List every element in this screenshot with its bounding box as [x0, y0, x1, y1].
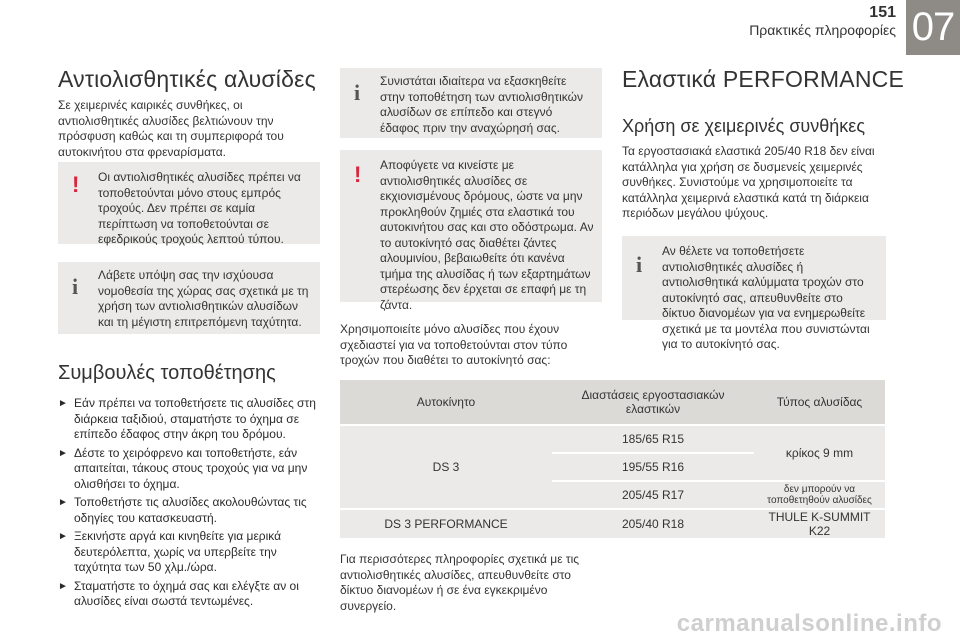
table-header: Αυτοκίνητο	[340, 380, 552, 425]
info-text: Αν θέλετε να τοποθετήσετε αντιολισθητικές αλυσίδες ή αντιολισθητικά καλύμματα τροχών στο αυτοκίνητό σας, απευθυνθείτε στο δίκτυο διανομέων για να ενημερωθείτε σχετικά με τα μοντέλα που συνιστώνται για το αυτοκίνητό σας.	[662, 244, 870, 351]
warning-text: Αποφύγετε να κινείστε με αντιολισθητικές αλυσίδες σε εκχιονισμένους δρόμους, ώστε να μην προκληθούν ζημιές στα ελαστικά του αυτοκινήτου σας και στο οδόστρωμα. Αν το αυτοκίνητό σας διαθέτει ζάντες αλουμινίου, βεβαιωθείτε ότι κανένα τμήμα της αλυσίδας ή των εξαρτημάτων στερέωσης δεν έρχεται σε επαφή με τη ζάντα.	[380, 158, 594, 312]
info-text: Λάβετε υπόψη σας την ισχύουσα νομοθεσία της χώρας σας σχετικά με τη χρήση των αντιολισθητικών αλυσίδων και τη μέγιστη επιτρεπόμενη ταχύτητα.	[98, 268, 309, 329]
table-cell-size: 185/65 R15	[552, 425, 754, 453]
list-item: ► Σταματήστε το όχημά σας και ελέγξτε αν οι αλυσίδες είναι σωστά τεντωμένες.	[58, 578, 299, 608]
arrow-bullet-icon: ►	[58, 580, 68, 592]
tips-title: Συμβουλές τοποθέτησης	[58, 362, 276, 384]
info-text: Συνιστάται ιδιαίτερα να εξασκηθείτε στην τοποθέτηση των αντιολισθητικών αλυσίδων σε επίπεδο και στεγνό έδαφος πριν την αναχώρησή σας.	[380, 74, 583, 135]
list-item: ► Εάν πρέπει να τοποθετήσετε τις αλυσίδες στη διάρκεια ταξιδιού, σταματήστε το όχημα σε επίπεδο έδαφος στην άκρη του δρόμου.	[58, 396, 316, 441]
table-header: Τύπος αλυσίδας	[754, 380, 885, 425]
warning-text: Οι αντιολισθητικές αλυσίδες πρέπει να τοποθετούνται μόνο στους εμπρός τροχούς. Δεν πρέπει σε καμία περίπτωση να τοποθετούνται σε εφεδρικούς τροχούς λεπτού τύπου.	[98, 170, 301, 246]
table-cell-car: DS 3	[340, 425, 552, 509]
info-box-performance	[622, 236, 886, 351]
list-item: ► Ξεκινήστε αργά και κινηθείτε για μερικά δευτερόλεπτα, χωρίς να υπερβείτε την ταχύτητα των 50 χλμ./ώρα.	[58, 529, 282, 574]
warning-icon: !	[72, 172, 80, 197]
table-cell-size: 205/40 R18	[552, 509, 754, 538]
table-cell-chain: κρίκος 9 mm	[754, 425, 885, 481]
table-cell-size: 195/55 R16	[552, 453, 754, 481]
watermark: carmanualsonline.info	[676, 610, 942, 637]
section-title: Πρακτικές πληροφορίες	[749, 22, 896, 38]
arrow-bullet-icon: ►	[58, 497, 68, 508]
table-row	[340, 425, 885, 453]
page-title: Αντιολισθητικές αλυσίδες	[58, 66, 316, 92]
footer-paragraph: Για περισσότερες πληροφορίες σχετικά με τις αντιολισθητικές αλυσίδες, απευθυνθείτε στο δίκτυο διανομέων ή σε ένα εγκεκριμένο συνεργείο.	[340, 552, 580, 613]
list-item: ► Τοποθετήστε τις αλυσίδες ακολουθώντας τις οδηγίες του κατασκευαστή.	[58, 495, 307, 525]
arrow-bullet-icon: ►	[58, 531, 68, 542]
table-row	[340, 509, 885, 538]
info-box	[58, 262, 320, 334]
warning-icon: !	[354, 162, 362, 187]
performance-body: Τα εργοστασιακά ελαστικά 205/40 R18 δεν είναι κατάλληλα για χρήση σε δυσμενείς χειμερινές συνθήκες. Συνιστούμε να χρησιμοποιείτε τα κατάλληλα χειμερινά ελαστικά κατά τη διάρκεια περιόδων μεγάλου ψύχους.	[622, 144, 875, 220]
table-cell-chain: δεν μπορούν να τοποθετηθούν αλυσίδες	[754, 481, 885, 509]
table-cell-chain: THULE K-SUMMIT K22	[754, 509, 885, 538]
intro-paragraph: Σε χειμερινές καιρικές συνθήκες, οι αντιολισθητικές αλυσίδες βελτιώνουν την πρόσφυση καθώς και τη συμπεριφορά του αυτοκινήτου στα φρεναρίσματα.	[58, 98, 284, 159]
table-cell-size: 205/45 R17	[552, 481, 754, 509]
tips-list	[58, 396, 320, 613]
warning-box	[58, 162, 320, 244]
table-cell-car: DS 3 PERFORMANCE	[340, 509, 552, 538]
chapter-tab: 07	[906, 0, 960, 55]
info-icon: i	[636, 252, 643, 277]
tyre-chain-table	[340, 380, 885, 538]
table-header: Διαστάσεις εργοστασιακών ελαστικών	[552, 380, 754, 425]
page-number: 151	[869, 4, 896, 21]
arrow-bullet-icon: ►	[58, 447, 68, 459]
info-box-practice	[340, 68, 602, 138]
usage-paragraph: Χρησιμοποιείτε μόνο αλυσίδες που έχουν σχεδιαστεί για να τοποθετούνται στον τύπο τροχών που διαθέτει το αυτοκίνητό σας:	[340, 322, 568, 367]
warning-box-snow	[340, 150, 602, 312]
info-icon: i	[354, 80, 361, 105]
list-item: ► Δέστε το χειρόφρενο και τοποθετήστε, εάν απαιτείται, τάκους στους τροχούς για να μην ολισθήσει το όχημα.	[58, 445, 308, 491]
info-icon: i	[72, 274, 79, 299]
performance-title: Ελαστικά PERFORMANCE	[622, 66, 904, 92]
arrow-bullet-icon: ►	[58, 398, 68, 409]
winter-subtitle: Χρήση σε χειμερινές συνθήκες	[622, 116, 865, 136]
